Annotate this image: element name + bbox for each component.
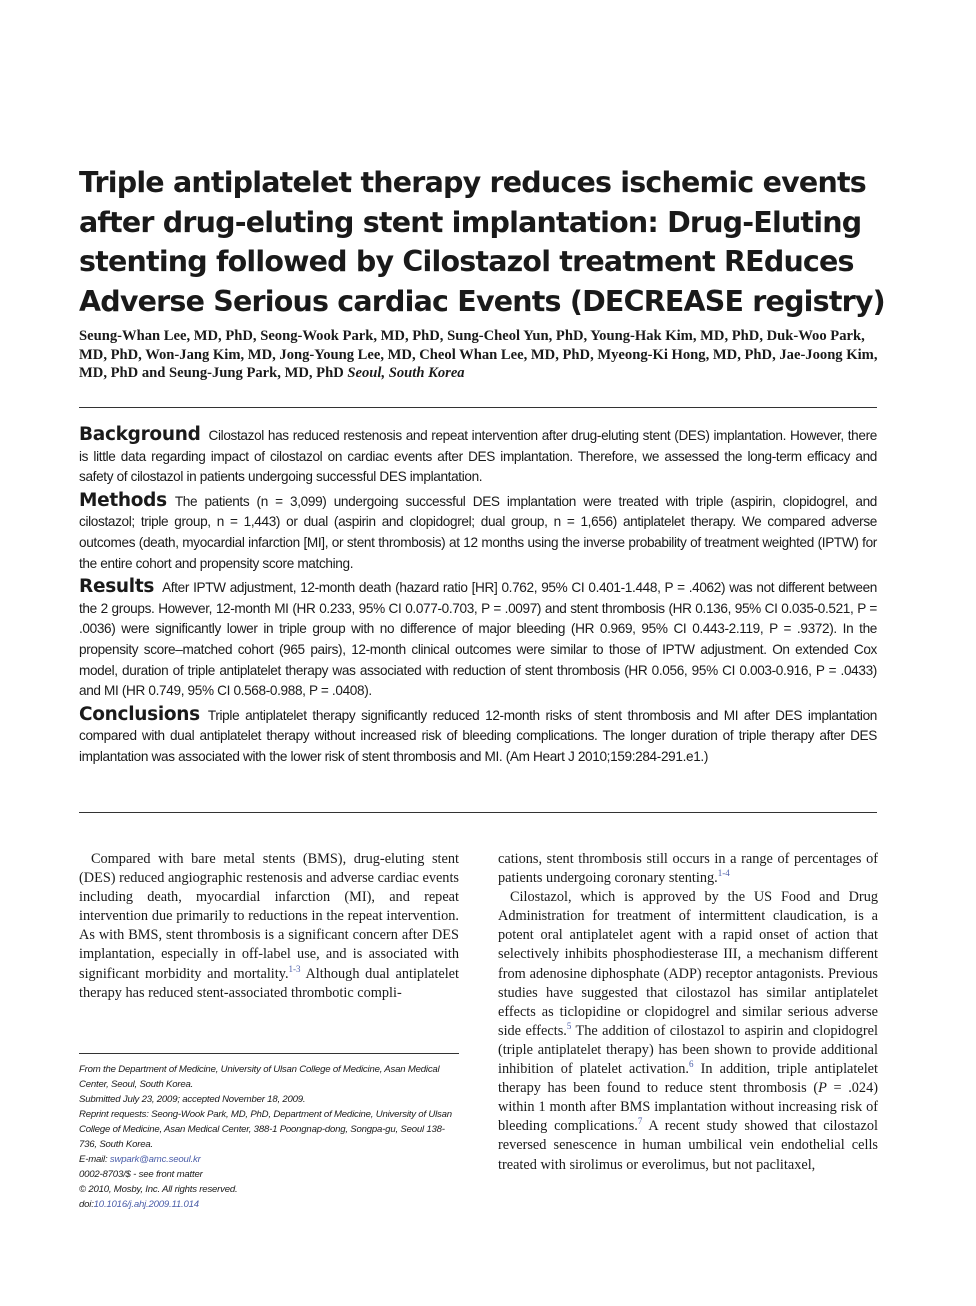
- author-list: [79, 327, 879, 383]
- p-value-letter: P: [818, 1080, 827, 1097]
- conclusions-heading: Conclusions: [79, 703, 200, 725]
- abstract-results: [79, 577, 877, 702]
- article-title: Triple antiplatelet therapy reduces ischemic events after drug-eluting stent implantation: Drug-Eluting stenting followed by Cilostazol treatment REduces Adverse Serious cardiac Events (DECREASE registry): [79, 166, 885, 318]
- conclusions-text: Triple antiplatelet therapy significantly reduced 12-month risks of stent thrombosis and MI after DES implantation compared with dual antiplatelet therapy without increased risk of bleeding complications. The longer duration of triple therapy after DES implantation was associated with the lower risk of stent thrombosis and MI. (Am Heart J 2010;159:284-291.e1.): [79, 707, 877, 764]
- abstract-top-rule: [79, 407, 877, 408]
- background-heading: Background: [79, 424, 201, 445]
- footnote-reprint: Reprint requests: Seong-Wook Park, MD, PhD, Department of Medicine, University of Ulsan College of Medicine, Asan Medical Center, 388-1 Poongnap-dong, Songpa-gu, Seoul 138-736, South Korea.: [79, 1109, 452, 1150]
- body-column-left: [79, 850, 459, 1003]
- body-paragraph: [498, 850, 878, 888]
- abstract-bottom-rule: [79, 812, 877, 813]
- methods-text: The patients (n = 3,099) undergoing successful DES implantation were treated with triple (aspirin, clopidogrel, and cilostazol; triple group, n = 1,443) or dual (aspirin and clopidogrel; dual group, n = 1,656) antiplatelet therapy. We compared adverse outcomes (death, myocardial infarction [MI], or stent thrombosis) at 12 months using the inverse probability of treatment weighted (IPTW) for the entire cohort and propensity score matching.: [79, 493, 877, 571]
- email-label: E-mail:: [79, 1154, 110, 1165]
- body-text: Although dual antiplatelet therapy has reduced stent-associated thrombotic compli-: [79, 965, 459, 1001]
- abstract: [79, 425, 877, 771]
- abstract-background: [79, 425, 877, 488]
- footnote-email: [79, 1152, 461, 1167]
- body-text: In addition, triple antiplatelet therapy has been found to reduce stent thrombosis (: [498, 1061, 878, 1097]
- body-column-right: [498, 850, 878, 1175]
- background-text: Cilostazol has reduced restenosis and repeat intervention after drug-eluting stent (DES) implantation. However, there is little data regarding impact of cilostazol on cardiac events after DES implantation. Therefore, we assessed the long-term efficacy and safety of cilostazol in patients undergoing successful DES implantation.: [79, 428, 877, 485]
- citation-link[interactable]: 1-3: [288, 963, 301, 974]
- citation-link[interactable]: 1-4: [717, 868, 730, 879]
- footnote-doi: [79, 1197, 461, 1212]
- author-location: Seoul, South Korea: [347, 365, 465, 381]
- body-text: Cilostazol, which is approved by the US Food and Drug Administration for treatment of intermittent claudication, is a potent oral antiplatelet agent with a rapid onset of action that selectively inhibits phosphodiesterase III, a mechanism different from adenosine diphosphate (ADP) receptor antagonists. Previous studies have suggested that cilostazol has similar antiplatelet effects as ticlopidine or clopidogrel and similar serious adverse side effects.: [498, 889, 878, 1039]
- body-paragraph: [79, 850, 459, 1003]
- citation-link[interactable]: 7: [637, 1116, 643, 1127]
- footnote-affiliation: From the Department of Medicine, University of Ulsan College of Medicine, Asan Medical Center, Seoul, South Korea.: [79, 1064, 440, 1090]
- methods-heading: Methods: [79, 489, 167, 511]
- doi-label: doi:: [79, 1199, 94, 1210]
- citation-link[interactable]: 5: [566, 1021, 572, 1032]
- email-link[interactable]: swpark@amc.seoul.kr: [109, 1154, 201, 1165]
- abstract-conclusions: [79, 705, 877, 768]
- body-text: = .024) within 1 month after BMS implantation without increasing risk of bleeding complications.: [498, 1080, 878, 1135]
- footnote-rule: [79, 1053, 459, 1054]
- body-text: cations, stent thrombosis still occurs in a range of percentages of patients undergoing coronary stenting.: [498, 851, 878, 887]
- body-text: Compared with bare metal stents (BMS), drug-eluting stent (DES) reduced angiographic restenosis and adverse cardiac events including death, myocardial infarction (MI), and repeat intervention due primarily to reductions in the repeat intervention. As with BMS, stent thrombosis is a significant concern after DES implantation, especially in off-label use, and is associated with significant morbidity and mortality.: [79, 851, 459, 982]
- body-paragraph: [498, 888, 878, 1174]
- results-heading: Results: [79, 576, 155, 598]
- authors-names: Seung-Whan Lee, MD, PhD, Seong-Wook Park, MD, PhD, Sung-Cheol Yun, PhD, Young-Hak Kim, MD, PhD, Duk-Woo Park, MD, PhD, Won-Jang Kim, MD, Jong-Young Lee, MD, Cheol Whan Lee, MD, PhD, Myeong-Ki Hong, MD, PhD, Jae-Joong Kim, MD, PhD and Seung-Jung Park, MD, PhD: [79, 328, 878, 381]
- body-text: The addition of cilostazol to aspirin and clopidogrel (triple antiplatelet therapy) has been shown to provide additional inhibition of platelet activation.: [498, 1022, 878, 1078]
- doi-link[interactable]: 10.1016/j.ahj.2009.11.014: [93, 1199, 199, 1210]
- abstract-methods: [79, 491, 877, 574]
- citation-link[interactable]: 6: [688, 1059, 694, 1070]
- footnote-copyright: © 2010, Mosby, Inc. All rights reserved.: [79, 1184, 238, 1195]
- footnotes: [79, 1062, 461, 1212]
- body-text: A recent study showed that cilostazol reversed senescence in human umbilical vein endothelial cells treated with sirolimus or everolimus, but not paclitaxel,: [498, 1118, 878, 1173]
- results-text: After IPTW adjustment, 12-month death (hazard ratio [HR] 0.762, 95% CI 0.401-1.448, P = .4062) was not different between the 2 groups. However, 12-month MI (HR 0.233, 95% CI 0.077-0.703, P = .0097) and stent thrombosis (HR 0.136, 95% CI 0.035-0.521, P = .0036) were significantly lower in triple group with no difference of major bleeding (HR 0.969, 95% CI 0.443-2.119, P = .9372). In the propensity score–matched cohort (965 pairs), 12-month clinical outcomes were similar to those of IPTW adjustment. On extended Cox model, duration of triple antiplatelet therapy was associated with reduction of stent thrombosis (HR 0.056, 95% CI 0.003-0.916, P = .0433) and MI (HR 0.749, 95% CI 0.568-0.988, P = .0408).: [79, 580, 877, 699]
- footnote-issn: 0002-8703/$ - see front matter: [79, 1169, 203, 1180]
- footnote-dates: Submitted July 23, 2009; accepted November 18, 2009.: [79, 1094, 306, 1105]
